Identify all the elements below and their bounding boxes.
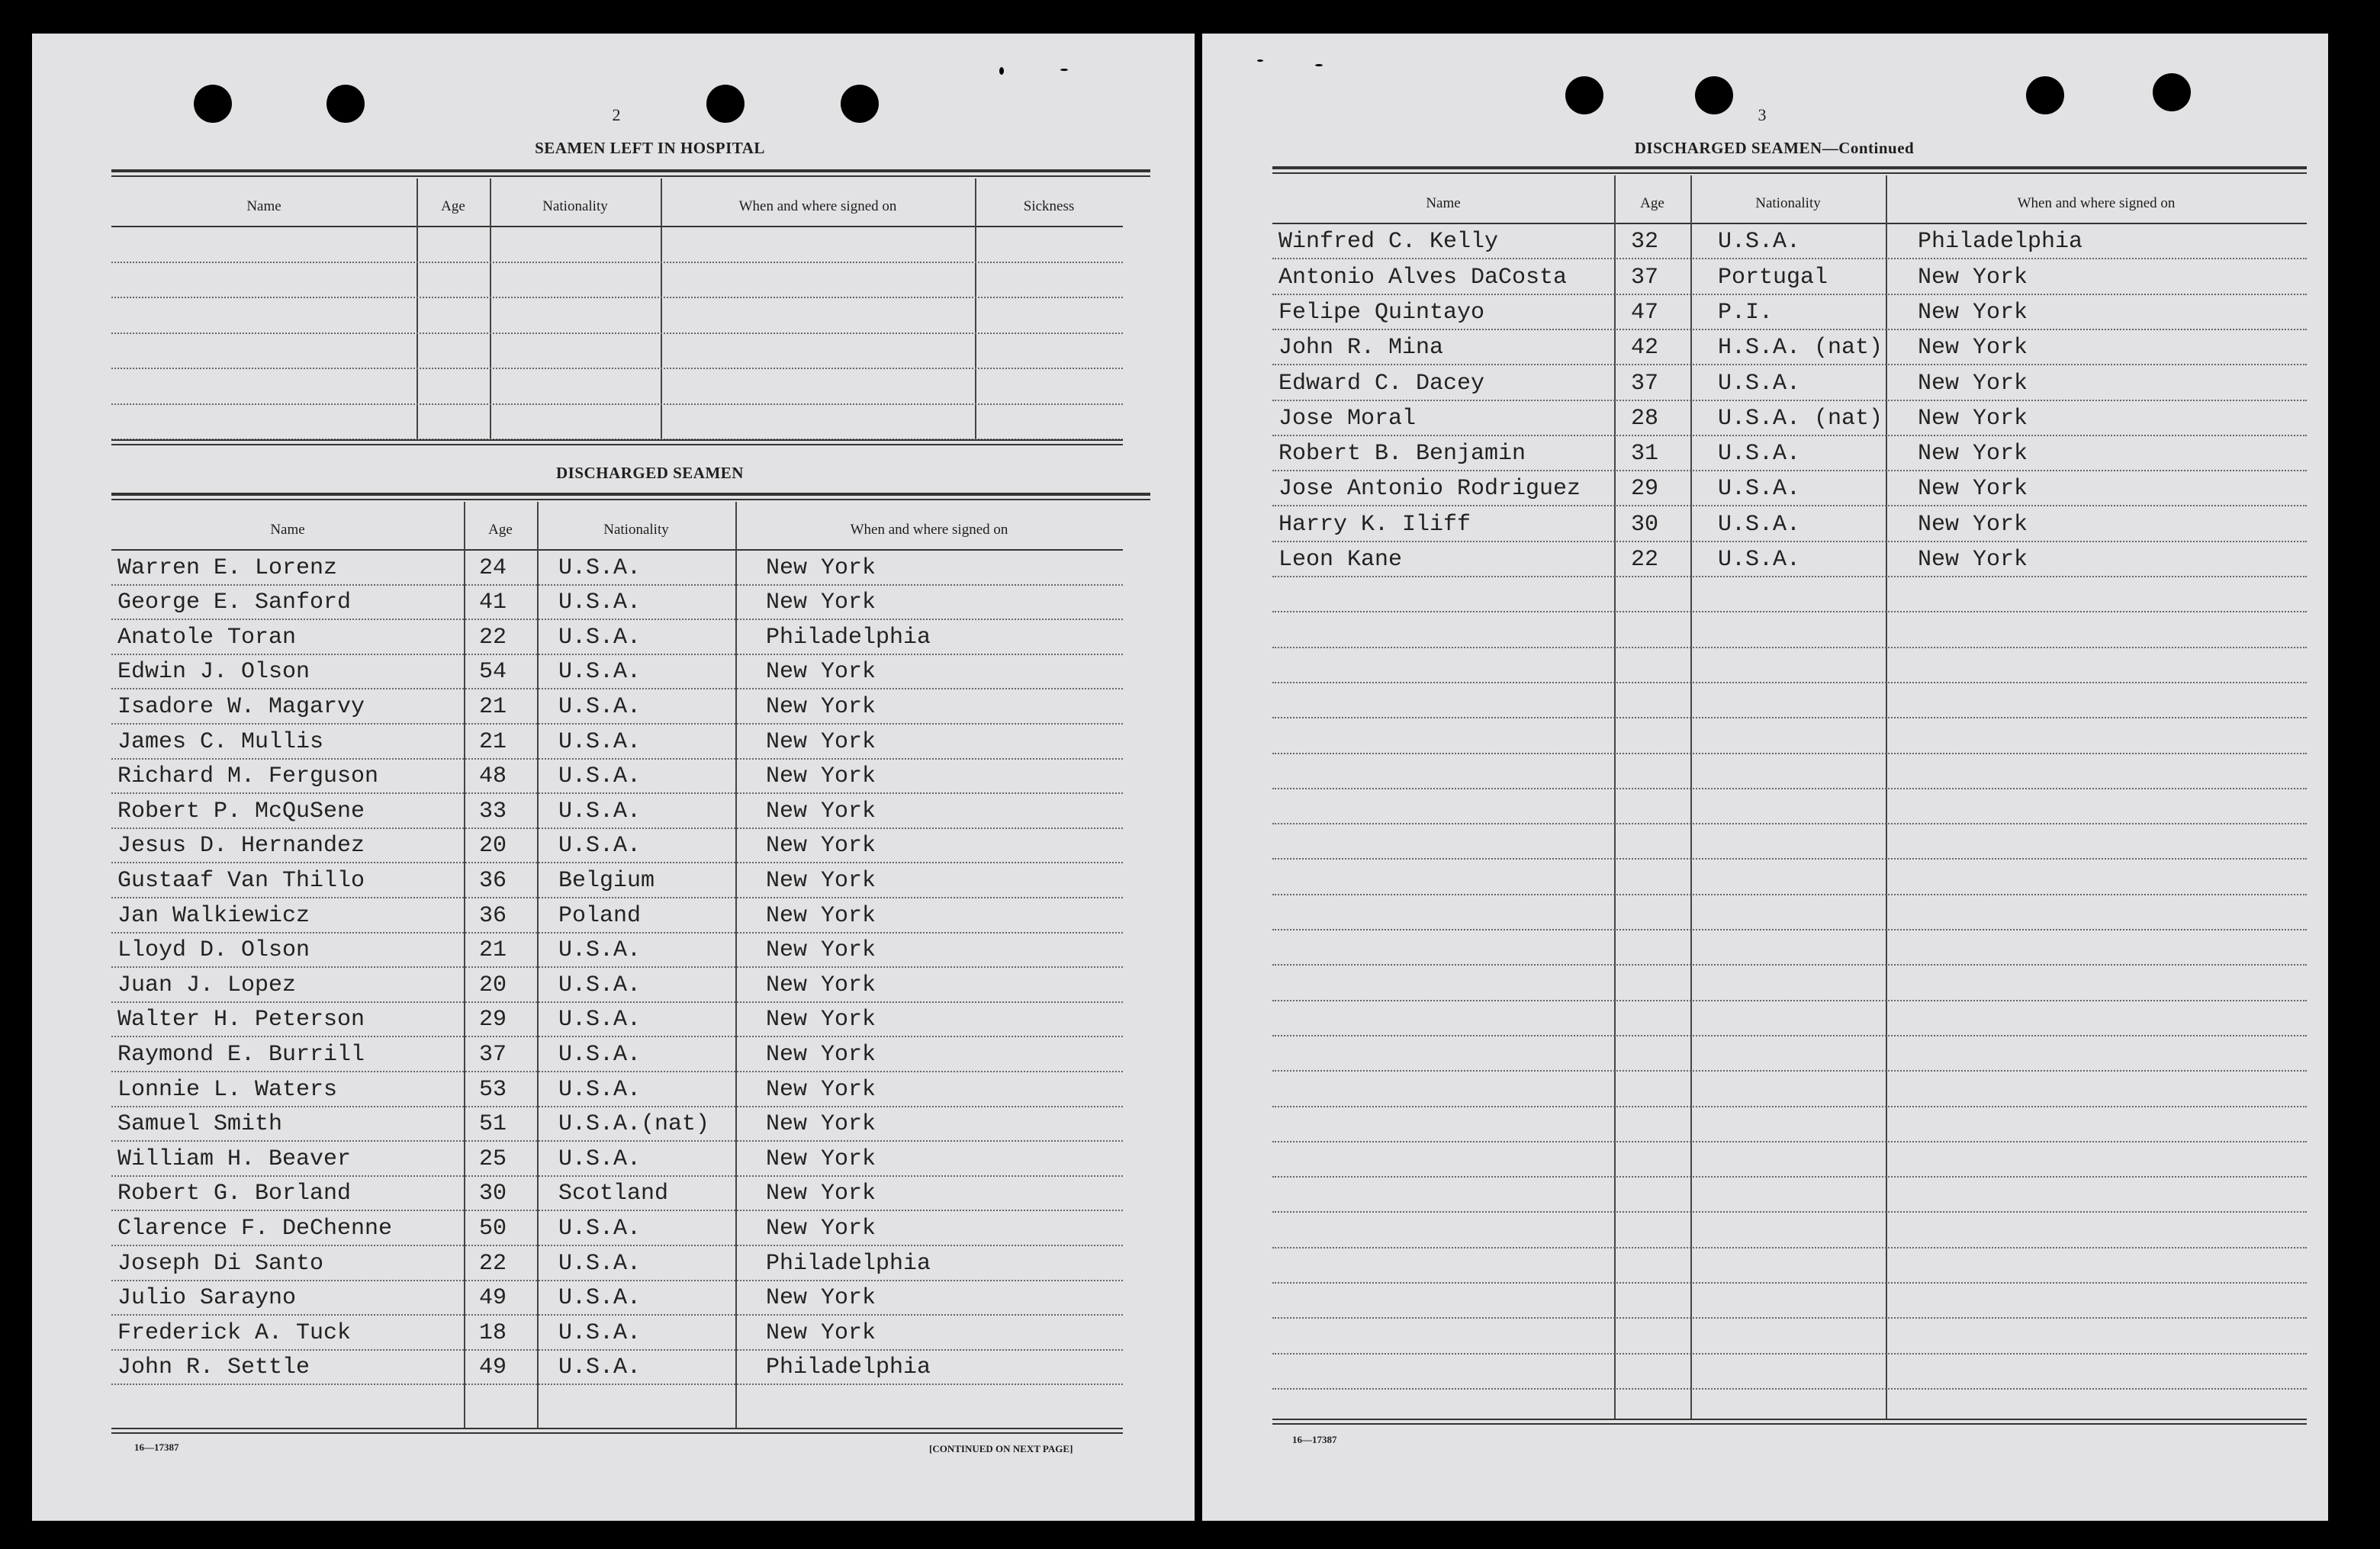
cell-signed_on: New York: [1918, 300, 2028, 326]
cell-nationality: U.S.A.: [558, 1042, 642, 1068]
cell-age: 30: [1631, 512, 1659, 538]
cell-age: 33: [479, 799, 507, 824]
row-line: [111, 1001, 1123, 1003]
form-number: 16—17387: [1292, 1434, 1337, 1445]
row-line: [111, 1036, 1123, 1037]
right-page: [1202, 34, 2328, 1521]
cell-name: James C. Mullis: [117, 729, 324, 755]
cell-name: Harry K. Iliff: [1278, 512, 1471, 538]
cell-name: Frederick A. Tuck: [117, 1320, 352, 1346]
row-line: [1272, 929, 2307, 930]
cell-age: 54: [479, 659, 507, 685]
form-number: 16—17387: [134, 1441, 179, 1453]
cell-nationality: Poland: [558, 903, 642, 929]
cell-nationality: U.S.A.: [558, 1077, 642, 1103]
page-number: 2: [612, 105, 621, 124]
cell-age: 20: [479, 833, 507, 859]
cell-age: 24: [479, 555, 507, 581]
speck-mark: [1315, 64, 1323, 66]
cell-nationality: U.S.A.: [558, 972, 642, 998]
cell-age: 36: [479, 868, 507, 894]
bottom-rule: [111, 444, 1123, 445]
row-line: [111, 792, 1123, 794]
cell-age: 37: [1631, 265, 1659, 291]
cell-nationality: P.I.: [1718, 300, 1774, 326]
rule: [111, 169, 1150, 172]
row-line: [1272, 1211, 2307, 1213]
punch-hole: [2153, 73, 2191, 111]
row-line: [111, 1071, 1123, 1072]
row-line: [111, 654, 1123, 655]
cell-nationality: U.S.A.: [558, 729, 642, 755]
column-header-sickness: Sickness: [1023, 198, 1075, 214]
cell-nationality: U.S.A.: [558, 590, 642, 615]
cell-nationality: U.S.A.: [558, 1251, 642, 1277]
column-header-age: Age: [488, 522, 513, 538]
left-page: [32, 34, 1195, 1521]
rule: [111, 499, 1150, 500]
cell-nationality: Portugal: [1718, 265, 1828, 291]
rule: [111, 493, 1150, 496]
row-line: [111, 1245, 1123, 1246]
column-divider: [1886, 175, 1887, 1419]
cell-name: Warren E. Lorenz: [117, 555, 338, 581]
cell-signed_on: New York: [766, 1285, 876, 1311]
row-line: [1272, 611, 2307, 612]
cell-name: Isadore W. Magarvy: [117, 694, 365, 720]
cell-age: 29: [1631, 476, 1659, 502]
column-header-name: Name: [1426, 195, 1461, 211]
row-line: [1272, 1247, 2307, 1249]
cell-nationality: Scotland: [558, 1181, 669, 1207]
cell-nationality: U.S.A.: [1718, 371, 1801, 397]
column-divider: [975, 178, 976, 439]
row-line: [1272, 505, 2307, 506]
row-line: [111, 1349, 1123, 1351]
cell-name: Walter H. Peterson: [117, 1007, 365, 1033]
cell-nationality: U.S.A. (nat): [1718, 406, 1883, 432]
punch-hole: [326, 85, 365, 123]
punch-hole: [841, 85, 879, 123]
cell-signed_on: New York: [1918, 406, 2028, 432]
cell-signed_on: Philadelphia: [766, 1251, 931, 1277]
cell-age: 42: [1631, 335, 1659, 361]
cell-age: 22: [479, 1251, 507, 1277]
cell-nationality: U.S.A.: [558, 625, 642, 651]
row-line: [1272, 400, 2307, 401]
column-header-name: Name: [246, 198, 281, 214]
punch-hole: [706, 85, 745, 123]
cell-age: 22: [1631, 547, 1659, 573]
cell-nationality: U.S.A.: [558, 1216, 642, 1242]
cell-nationality: U.S.A.: [558, 833, 642, 859]
cell-signed_on: New York: [1918, 441, 2028, 467]
row-line: [1272, 1282, 2307, 1284]
continued-note: [CONTINUED ON NEXT PAGE]: [929, 1443, 1073, 1454]
speck-mark: [1257, 59, 1263, 62]
bottom-rule: [1272, 1419, 2307, 1420]
discharged-title: DISCHARGED SEAMEN: [556, 464, 744, 482]
row-line: [111, 1383, 1123, 1385]
row-line: [111, 1106, 1123, 1107]
title-suffix: —Continued: [1822, 139, 1915, 157]
column-header-nationality: Nationality: [1755, 195, 1821, 211]
column-divider: [490, 178, 491, 439]
cell-age: 51: [479, 1111, 507, 1137]
row-line: [1272, 647, 2307, 648]
row-line: [111, 1210, 1123, 1211]
cell-signed_on: New York: [766, 972, 876, 998]
row-line: [111, 932, 1123, 934]
cell-name: Edwin J. Olson: [117, 659, 310, 685]
column-header-signed-on: When and where signed on: [2017, 195, 2176, 211]
row-line: [1272, 1176, 2307, 1178]
cell-signed_on: New York: [1918, 335, 2028, 361]
column-header-age: Age: [1640, 195, 1664, 211]
cell-age: 20: [479, 972, 507, 998]
cell-name: Anatole Toran: [117, 625, 297, 651]
cell-signed_on: New York: [766, 1042, 876, 1068]
cell-signed_on: New York: [766, 1146, 876, 1172]
discharged-continued-title: [1492, 139, 2057, 158]
cell-nationality: U.S.A.: [558, 694, 642, 720]
cell-signed_on: New York: [766, 1216, 876, 1242]
row-line: [1272, 1070, 2307, 1072]
cell-name: Samuel Smith: [117, 1111, 283, 1137]
cell-name: George E. Sanford: [117, 590, 352, 615]
row-line: [1272, 329, 2307, 330]
cell-age: 21: [479, 729, 507, 755]
header-rule: [111, 226, 1123, 227]
rule: [1272, 166, 2307, 169]
row-line: [111, 1314, 1123, 1316]
row-line: [1272, 717, 2307, 718]
cell-name: Robert G. Borland: [117, 1181, 352, 1207]
cell-signed_on: New York: [766, 694, 876, 720]
cell-signed_on: New York: [766, 659, 876, 685]
cell-signed_on: New York: [1918, 512, 2028, 538]
cell-age: 22: [479, 625, 507, 651]
row-line: [111, 619, 1123, 620]
cell-name: Edward C. Dacey: [1278, 371, 1485, 397]
cell-name: Lloyd D. Olson: [117, 937, 310, 963]
row-line: [1272, 364, 2307, 365]
cell-age: 28: [1631, 406, 1659, 432]
cell-age: 29: [479, 1007, 507, 1033]
row-line: [1272, 823, 2307, 824]
column-header-signed-on: When and where signed on: [738, 198, 897, 214]
punch-hole: [2026, 76, 2064, 114]
cell-name: Felipe Quintayo: [1278, 300, 1485, 326]
row-line: [1272, 294, 2307, 295]
cell-signed_on: New York: [766, 729, 876, 755]
cell-name: Robert B. Benjamin: [1278, 441, 1526, 467]
cell-name: Richard M. Ferguson: [117, 763, 379, 789]
cell-signed_on: New York: [766, 763, 876, 789]
cell-signed_on: New York: [766, 903, 876, 929]
cell-signed_on: New York: [766, 937, 876, 963]
cell-signed_on: New York: [766, 799, 876, 824]
cell-age: 37: [479, 1042, 507, 1068]
punch-hole: [194, 85, 232, 123]
hospital-title: SEAMEN LEFT IN HOSPITAL: [535, 139, 765, 157]
cell-signed_on: New York: [1918, 476, 2028, 502]
cell-nationality: U.S.A.: [558, 555, 642, 581]
row-line: [111, 403, 1123, 405]
row-line: [111, 1175, 1123, 1177]
cell-name: William H. Beaver: [117, 1146, 352, 1172]
cell-age: 32: [1631, 229, 1659, 255]
cell-age: 21: [479, 694, 507, 720]
cell-signed_on: New York: [766, 1077, 876, 1103]
page-number: 3: [1758, 105, 1767, 124]
row-line: [111, 758, 1123, 760]
column-header-nationality: Nationality: [542, 198, 608, 214]
cell-age: 31: [1631, 441, 1659, 467]
cell-signed_on: New York: [1918, 547, 2028, 573]
row-line: [1272, 576, 2307, 577]
cell-age: 49: [479, 1355, 507, 1380]
row-line: [111, 262, 1123, 263]
cell-signed_on: Philadelphia: [766, 1355, 931, 1380]
column-header-age: Age: [441, 198, 465, 214]
cell-nationality: U.S.A.: [1718, 547, 1801, 573]
row-line: [1272, 1353, 2307, 1355]
row-line: [111, 1140, 1123, 1142]
column-divider: [661, 178, 662, 439]
row-line: [111, 966, 1123, 968]
cell-signed_on: New York: [766, 1320, 876, 1346]
title-main: DISCHARGED SEAMEN: [1634, 139, 1822, 157]
row-line: [1272, 258, 2307, 259]
cell-age: 25: [479, 1146, 507, 1172]
cell-name: Jan Walkiewicz: [117, 903, 310, 929]
row-line: [1272, 1000, 2307, 1001]
header-rule: [111, 549, 1123, 551]
row-line: [1272, 541, 2307, 542]
cell-nationality: U.S.A.: [558, 1285, 642, 1311]
column-divider: [464, 502, 465, 1428]
cell-nationality: U.S.A.(nat): [558, 1111, 710, 1137]
row-line: [111, 333, 1123, 334]
cell-name: Jesus D. Hernandez: [117, 833, 365, 859]
cell-nationality: U.S.A.: [558, 1320, 642, 1346]
row-line: [111, 688, 1123, 689]
cell-signed_on: New York: [1918, 371, 2028, 397]
row-line: [111, 368, 1123, 369]
row-line: [1272, 1035, 2307, 1036]
column-divider: [1690, 175, 1692, 1419]
cell-signed_on: New York: [766, 1181, 876, 1207]
cell-age: 18: [479, 1320, 507, 1346]
cell-age: 47: [1631, 300, 1659, 326]
punch-hole: [1695, 76, 1733, 114]
cell-age: 49: [479, 1285, 507, 1311]
punch-hole: [1565, 76, 1603, 114]
cell-name: Gustaaf Van Thillo: [117, 868, 365, 894]
speck-mark: [1060, 69, 1068, 71]
cell-age: 36: [479, 903, 507, 929]
cell-age: 48: [479, 763, 507, 789]
cell-nationality: U.S.A.: [558, 937, 642, 963]
cell-name: Jose Antonio Rodriguez: [1278, 476, 1581, 502]
bottom-rule: [1272, 1423, 2307, 1425]
cell-nationality: H.S.A. (nat): [1718, 335, 1883, 361]
cell-name: Leon Kane: [1278, 547, 1403, 573]
cell-name: Antonio Alves DaCosta: [1278, 265, 1568, 291]
cell-name: Robert P. McQuSene: [117, 799, 365, 824]
cell-nationality: U.S.A.: [558, 1007, 642, 1033]
speck-mark: [999, 67, 1004, 75]
row-line: [1272, 788, 2307, 789]
column-divider: [1614, 175, 1616, 1419]
cell-signed_on: Philadelphia: [1918, 229, 2083, 255]
cell-signed_on: New York: [766, 833, 876, 859]
row-line: [1272, 894, 2307, 895]
row-line: [111, 828, 1123, 829]
column-divider: [537, 502, 539, 1428]
cell-age: 37: [1631, 371, 1659, 397]
bottom-rule: [111, 439, 1123, 441]
bottom-rule: [111, 1428, 1123, 1429]
cell-age: 50: [479, 1216, 507, 1242]
cell-name: Raymond E. Burrill: [117, 1042, 365, 1068]
cell-nationality: U.S.A.: [1718, 512, 1801, 538]
cell-name: Julio Sarayno: [117, 1285, 297, 1311]
cell-nationality: U.S.A.: [558, 1146, 642, 1172]
cell-nationality: Belgium: [558, 868, 655, 894]
cell-signed_on: New York: [766, 1111, 876, 1137]
row-line: [1272, 470, 2307, 471]
cell-nationality: U.S.A.: [558, 799, 642, 824]
bottom-rule: [111, 1432, 1123, 1434]
row-line: [1272, 964, 2307, 966]
header-rule: [1272, 223, 2307, 224]
rule: [1272, 172, 2307, 174]
column-divider: [416, 178, 418, 439]
row-line: [111, 1280, 1123, 1281]
cell-name: John R. Mina: [1278, 335, 1444, 361]
cell-nationality: U.S.A.: [558, 659, 642, 685]
cell-nationality: U.S.A.: [558, 1355, 642, 1380]
cell-nationality: U.S.A.: [1718, 229, 1801, 255]
cell-age: 53: [479, 1077, 507, 1103]
row-line: [111, 862, 1123, 863]
cell-name: John R. Settle: [117, 1355, 310, 1380]
cell-signed_on: New York: [766, 868, 876, 894]
cell-name: Clarence F. DeChenne: [117, 1216, 393, 1242]
rule: [111, 175, 1150, 177]
cell-name: Joseph Di Santo: [117, 1251, 324, 1277]
column-divider: [735, 502, 737, 1428]
row-line: [1272, 1141, 2307, 1142]
cell-signed_on: New York: [1918, 265, 2028, 291]
cell-signed_on: Philadelphia: [766, 625, 931, 651]
row-line: [1272, 753, 2307, 754]
column-header-name: Name: [270, 522, 305, 538]
row-line: [1272, 1317, 2307, 1319]
cell-signed_on: New York: [766, 555, 876, 581]
column-header-signed-on: When and where signed on: [850, 522, 1008, 538]
row-line: [111, 723, 1123, 725]
column-header-nationality: Nationality: [603, 522, 669, 538]
cell-name: Jose Moral: [1278, 406, 1417, 432]
row-line: [1272, 435, 2307, 436]
cell-name: Winfred C. Kelly: [1278, 229, 1499, 255]
cell-nationality: U.S.A.: [1718, 476, 1801, 502]
cell-age: 21: [479, 937, 507, 963]
cell-nationality: U.S.A.: [1718, 441, 1801, 467]
row-line: [111, 584, 1123, 586]
cell-age: 41: [479, 590, 507, 615]
row-line: [1272, 1106, 2307, 1107]
cell-signed_on: New York: [766, 1007, 876, 1033]
cell-nationality: U.S.A.: [558, 763, 642, 789]
cell-signed_on: New York: [766, 590, 876, 615]
cell-name: Juan J. Lopez: [117, 972, 297, 998]
row-line: [111, 897, 1123, 898]
cell-name: Lonnie L. Waters: [117, 1077, 338, 1103]
row-line: [1272, 682, 2307, 683]
cell-age: 30: [479, 1181, 507, 1207]
row-line: [1272, 858, 2307, 860]
row-line: [111, 297, 1123, 298]
row-line: [1272, 1388, 2307, 1390]
